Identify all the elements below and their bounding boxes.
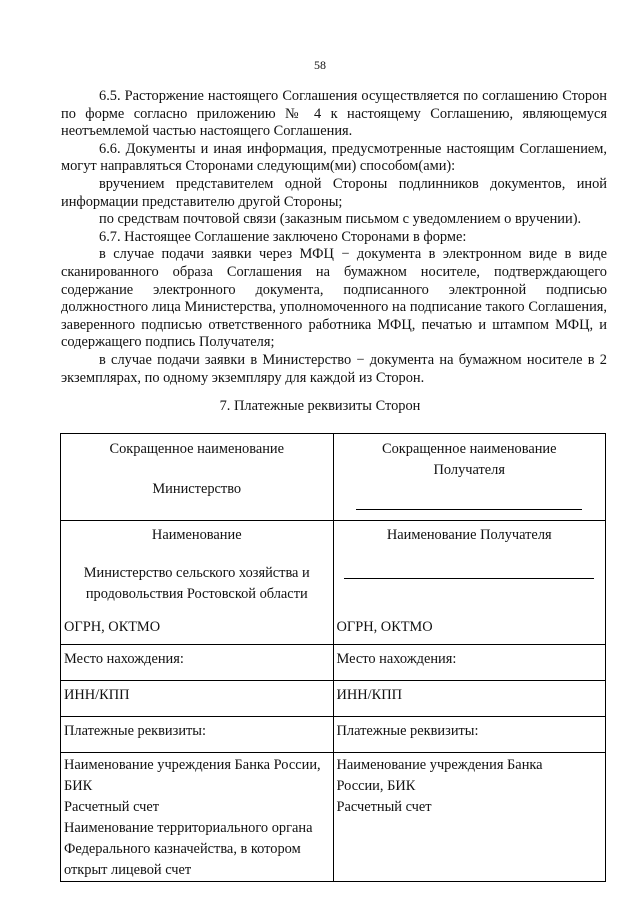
- right-bank-line: России, БИК: [336, 778, 416, 794]
- right-short-name-label-2: Получателя: [433, 462, 505, 478]
- right-bank-line: Расчетный счет: [336, 799, 432, 815]
- table-row: [61, 717, 606, 753]
- paragraph-postal-method: по средствам почтовой связи (заказным письмом с уведомлением о вручении).: [99, 211, 582, 228]
- left-bank-line: открыт лицевой счет: [64, 862, 192, 878]
- left-ogrn-label: ОГРН, ОКТМО: [64, 619, 161, 635]
- page-number: 58: [314, 58, 326, 72]
- left-bank-line: Расчетный счет: [64, 799, 160, 815]
- left-bank-line: Наименование территориального органа: [64, 820, 313, 836]
- right-short-name-cell: [333, 434, 606, 521]
- table-row: [61, 645, 606, 681]
- left-bank-line: Наименование учреждения Банка России,: [64, 757, 321, 773]
- paragraph-delivery-method: вручением представителем одной Стороны подлинников документов, иной информации представителю другой Стороны;: [61, 175, 607, 210]
- right-short-name-label-1: Сокращенное наименование: [381, 441, 557, 457]
- right-ogrn-label: ОГРН, ОКТМО: [336, 619, 433, 635]
- document-body: [61, 88, 607, 387]
- paragraph-mfc-case: в случае подачи заявки через МФЦ − документа в электронном виде в виде сканированного образа Соглашения на бумажном носителе, подтверждающего содержание электронного документа, подписанного электронной подписью должностного лица Министерства, уполномоченного на подписание такого Соглашения, заверенного подписью ответственного работника МФЦ, печатью и штампом МФЦ, и содержащего подпись Получателя;: [61, 246, 607, 351]
- left-bank-line: Федерального казначейства, в котором: [64, 841, 301, 857]
- requisites-table: [60, 433, 606, 882]
- left-short-name-cell: [61, 434, 334, 521]
- left-name-cell: [61, 521, 334, 645]
- left-name-label: Наименование: [151, 527, 242, 543]
- table-row: [61, 521, 606, 645]
- right-inn-cell: ИНН/КПП: [333, 681, 606, 717]
- right-location-cell: Место нахождения:: [333, 645, 606, 681]
- table-row: [61, 434, 606, 521]
- right-name-signature-line: [344, 577, 594, 579]
- left-payment-cell: Платежные реквизиты:: [61, 717, 334, 753]
- table-row: [61, 681, 606, 717]
- left-bank-line: БИК: [64, 778, 93, 794]
- left-location-cell: Место нахождения:: [61, 645, 334, 681]
- left-bank-cell: [61, 753, 334, 882]
- right-name-cell: [333, 521, 606, 645]
- right-name-label: Наименование Получателя: [386, 527, 552, 543]
- right-payment-cell: Платежные реквизиты:: [333, 717, 606, 753]
- paragraph-ministry-case: в случае подачи заявки в Министерство − документа на бумажном носителе в 2 экземплярах, по одному экземпляру для каждой из Сторон.: [61, 351, 607, 386]
- paragraph-6-5: 6.5. Расторжение настоящего Соглашения осуществляется по соглашению Сторон по форме согласно приложению № 4 к настоящему Соглашению, являющемуся неотъемлемой частью настоящего Соглашения.: [61, 88, 607, 140]
- left-name-value-1: Министерство сельского хозяйства и: [83, 565, 310, 581]
- right-short-name-signature-line: [356, 508, 582, 510]
- left-short-name-label: Сокращенное наименование: [109, 441, 285, 457]
- section-heading: 7. Платежные реквизиты Сторон: [219, 398, 421, 414]
- paragraph-6-6: 6.6. Документы и иная информация, предусмотренные настоящим Соглашением, могут направляться Сторонами следующим(ми) способом(ами):: [61, 140, 607, 175]
- paragraph-6-7: 6.7. Настоящее Соглашение заключено Сторонами в форме:: [99, 228, 467, 245]
- left-name-value-2: продовольствия Ростовской области: [85, 586, 308, 602]
- right-bank-cell: [333, 753, 606, 882]
- right-bank-line: Наименование учреждения Банка: [336, 757, 543, 773]
- table-row: [61, 753, 606, 882]
- left-inn-cell: ИНН/КПП: [61, 681, 334, 717]
- left-short-name-value: Министерство: [152, 481, 242, 497]
